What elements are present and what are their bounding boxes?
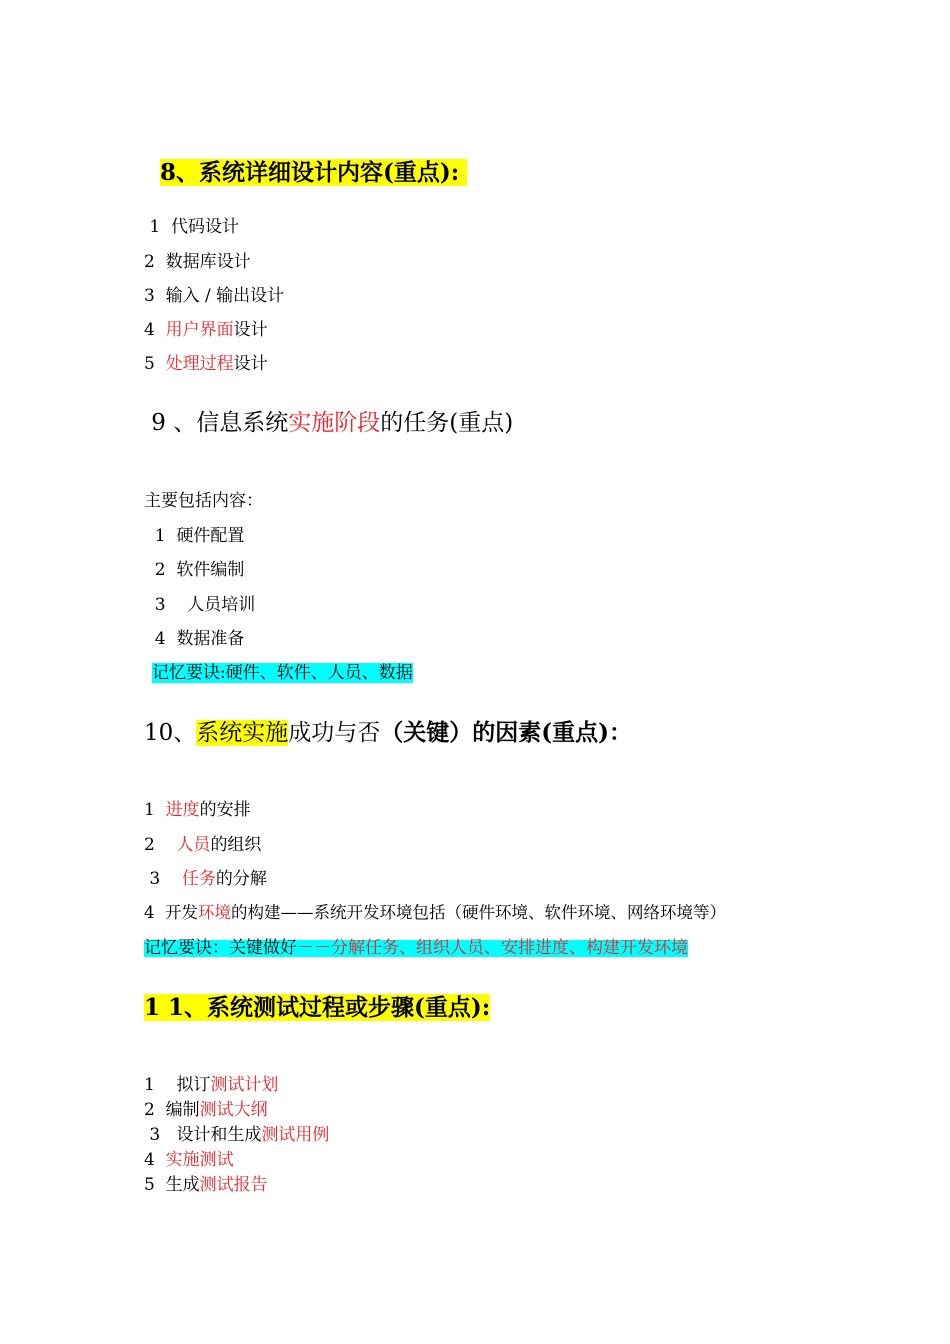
item-highlight-text: 测试用例 — [261, 1125, 330, 1145]
section-9-intro: 主要包括内容： — [144, 491, 263, 511]
memo-text: 记忆要诀:硬件、软件、人员、数据 — [152, 663, 413, 683]
item-number: 4 — [144, 629, 177, 649]
item-text: 拟订 — [176, 1075, 211, 1095]
item-text: 生成 — [165, 1175, 200, 1195]
item-text: 的构建——系统开发环境包括（硬件环境、软件环境、网络环境等） — [231, 903, 726, 922]
item-number: 2 — [144, 1100, 166, 1120]
section-11-title-text: 1 1、系统测试过程或步骤(重点): — [144, 994, 491, 1021]
title-part: 的任务(重点) — [380, 410, 514, 436]
item-number: 1 — [144, 526, 177, 546]
list-item — [144, 528, 244, 545]
item-number: 2 — [144, 835, 177, 855]
item-highlight-text: 环境 — [198, 903, 231, 922]
title-number: 10、 — [144, 720, 197, 746]
item-highlight-text: 人员 — [176, 835, 211, 855]
item-number: 5 — [144, 1175, 166, 1195]
item-text: 设计 — [233, 320, 268, 340]
item-highlight-text: 进度 — [165, 800, 200, 820]
item-highlight-text: 测试大纲 — [199, 1100, 268, 1120]
list-item — [144, 219, 239, 236]
item-number: 1 — [144, 217, 172, 237]
memo-line — [152, 665, 413, 682]
item-text: 数据准备 — [176, 629, 245, 649]
item-number: 4 — [144, 1150, 166, 1170]
memo-highlight-text: －－分解任务、组织人员、安排进度、构建开发环境 — [297, 938, 688, 958]
item-number: 2 — [144, 252, 166, 272]
list-item — [144, 802, 251, 819]
item-text: 软件编制 — [176, 560, 245, 580]
list-item — [144, 322, 268, 339]
item-highlight-text: 测试计划 — [210, 1075, 279, 1095]
list-item — [144, 597, 255, 614]
title-part: 9 、信息系统 — [144, 410, 289, 436]
item-highlight-text: 处理过程 — [165, 354, 234, 374]
item-number: 5 — [144, 354, 166, 374]
list-item — [144, 837, 261, 854]
list-item — [144, 905, 726, 922]
item-number: 3 — [144, 1125, 177, 1145]
item-highlight-text: 用户界面 — [165, 320, 234, 340]
item-number: 3 — [144, 286, 166, 306]
item-text: 数据库设计 — [165, 252, 251, 272]
list-item — [144, 1077, 278, 1094]
item-number: 1 — [144, 800, 166, 820]
list-item — [144, 356, 268, 373]
section-10-title — [144, 721, 632, 745]
list-item — [144, 1152, 234, 1169]
list-item — [144, 288, 284, 305]
title-part: 成功与否 — [288, 720, 381, 746]
list-item — [144, 562, 244, 579]
item-number: 2 — [144, 560, 177, 580]
item-text: 人员培训 — [187, 595, 256, 615]
section-8-title-text: 8、系统详细设计内容(重点): — [160, 159, 468, 186]
item-text: 的组织 — [210, 835, 262, 855]
title-highlight: 实施阶段 — [288, 410, 381, 436]
item-highlight-text: 实施测试 — [165, 1150, 234, 1170]
memo-line — [144, 940, 688, 957]
list-item — [144, 871, 267, 888]
item-highlight-text: 任务 — [181, 869, 216, 889]
memo-label: 记忆要诀： — [144, 938, 229, 958]
item-text: 设计和生成 — [176, 1125, 262, 1145]
list-item — [144, 1102, 268, 1119]
section-9-title — [144, 412, 513, 435]
item-highlight-text: 测试报告 — [199, 1175, 268, 1195]
item-text: 输入 / 输出设计 — [165, 286, 285, 306]
section-8-title — [144, 138, 467, 184]
item-text: 4 开发 — [144, 903, 198, 922]
title-highlight: 系统实施 — [196, 720, 289, 746]
list-item — [144, 1177, 268, 1194]
item-text: 代码设计 — [171, 217, 240, 237]
item-text: 硬件配置 — [176, 526, 245, 546]
item-text: 的分解 — [215, 869, 267, 889]
memo-text: 关键做好 — [229, 938, 297, 958]
list-item — [144, 254, 251, 271]
item-text: 设计 — [233, 354, 268, 374]
list-item — [144, 1127, 329, 1144]
list-item — [144, 631, 244, 648]
item-number: 3 — [144, 595, 188, 615]
item-text: 的安排 — [199, 800, 251, 820]
item-number: 3 — [144, 869, 182, 889]
item-number: 1 — [144, 1075, 177, 1095]
item-text: 编制 — [165, 1100, 200, 1120]
section-11-title — [144, 996, 490, 1019]
title-bold-part: （关键）的因素(重点)： — [380, 719, 633, 746]
item-number: 4 — [144, 320, 166, 340]
